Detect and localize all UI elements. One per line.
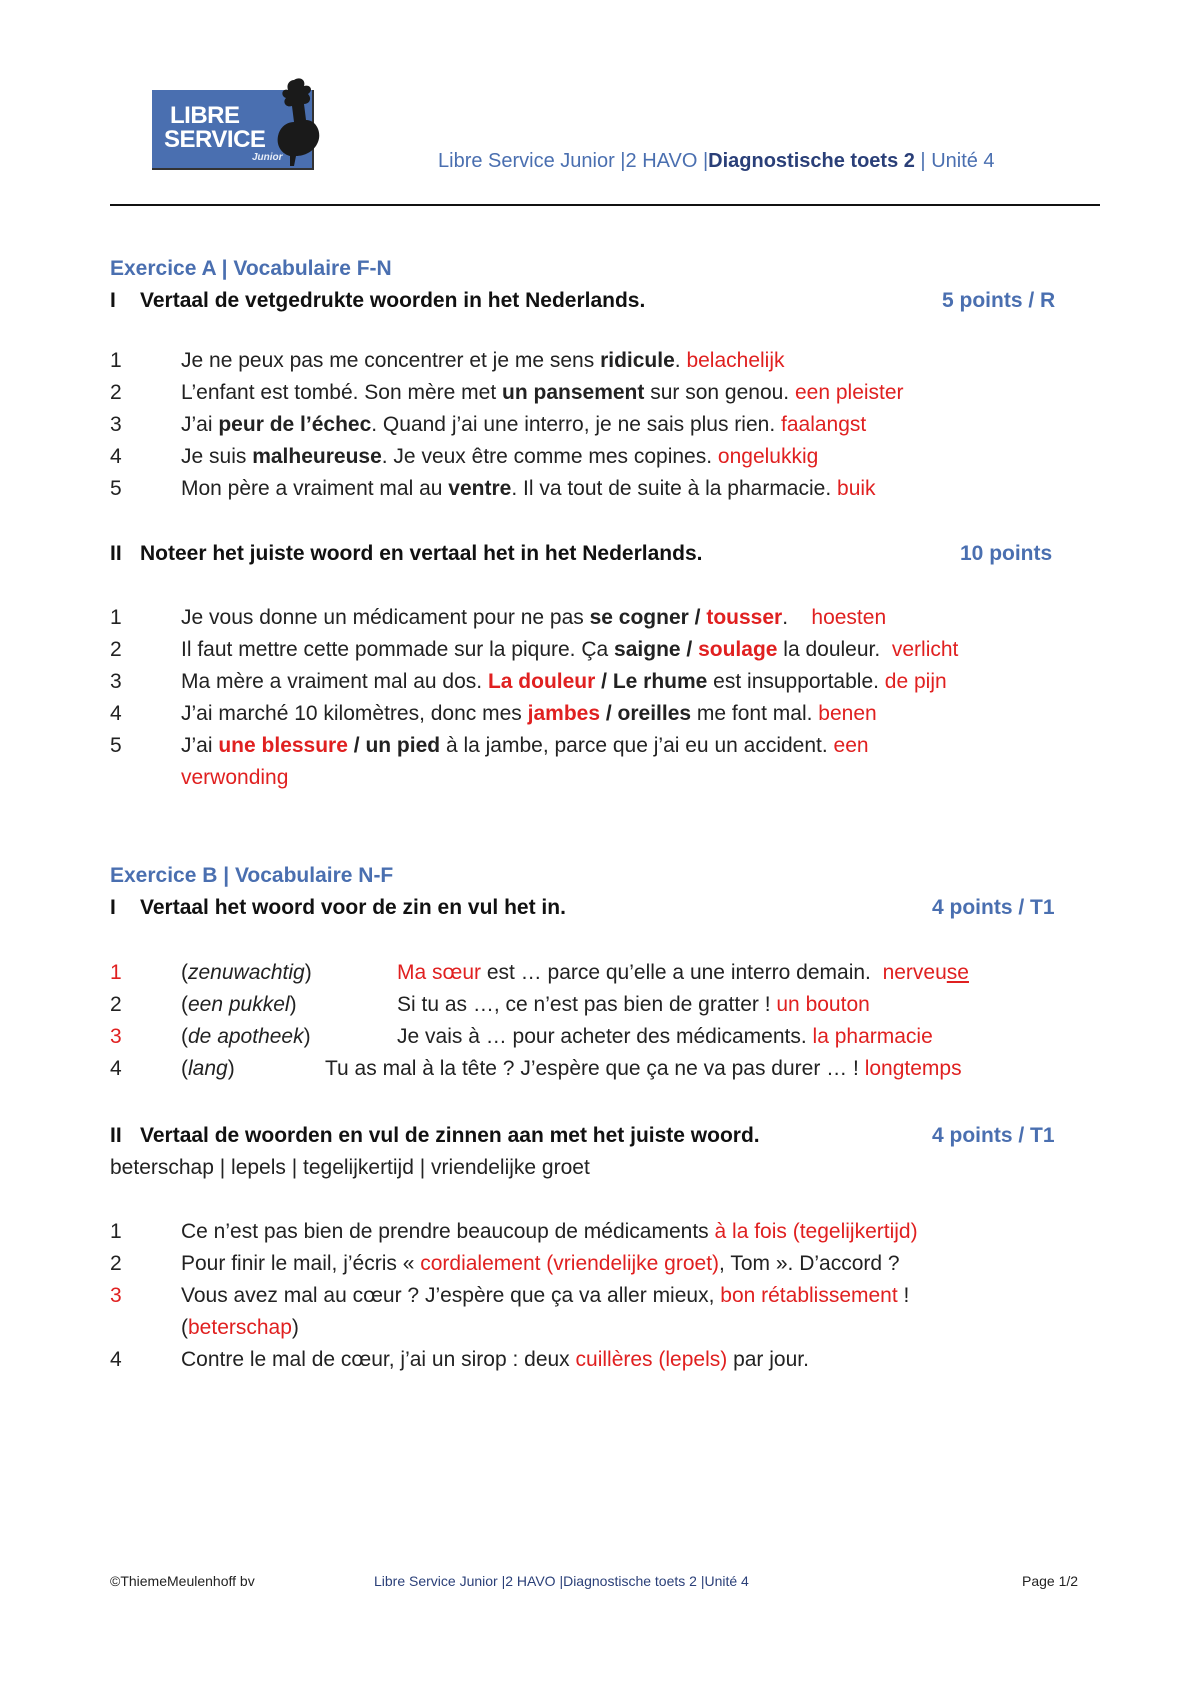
roman-numeral: II [110,542,122,565]
item-number: 2 [110,638,122,661]
item-pre: Je vous donne un médicament pour ne pas [181,606,590,629]
item-answer: bon rétablissement [720,1284,898,1307]
item-post: est insupportable. [707,670,885,693]
item-post: . Quand j’ai une interro, je ne sais plus rien. [371,413,781,436]
item-bold: un pansement [502,381,645,404]
item-text [181,445,818,469]
header-divider [110,204,1100,206]
item-answer: hoesten [811,606,887,629]
item-number: 2 [110,381,122,404]
instruction-text: Noteer het juiste woord en vertaal het in het Nederlands. [140,542,703,565]
exercise-a-title: Exercice A | Vocabulaire F-N [110,257,392,280]
item-pre: Pour finir le mail, j’écris « [181,1252,421,1275]
item-text [181,477,876,501]
item-number: 2 [110,1252,122,1275]
logo-sub: Junior [252,152,283,163]
hint-word: een pukkel [188,993,290,1016]
option-b: tousser [706,606,783,629]
item-text [181,734,869,758]
exercise-a-part1-instruction [110,289,645,313]
item-post: , Tom ». D’accord ? [719,1252,900,1275]
item-post: sur son genou. [644,381,795,404]
item-answer-continued: verwonding [181,766,289,789]
item-post: . [782,606,812,629]
paren-open: ( [181,1316,188,1339]
exercise-b-part1-points: 4 points / T1 [932,896,1055,919]
option-b: oreilles [617,702,692,725]
option-b: Le rhume [612,670,708,693]
rooster-icon [264,76,322,168]
item-number: 5 [110,477,122,500]
item-answer-translation: beterschap [188,1316,292,1339]
item-number: 3 [110,1025,122,1048]
instruction-text: Vertaal de vetgedrukte woorden in het Nederlands. [140,289,646,312]
item-answer: de pijn [884,670,947,693]
item-post: me font mal. [691,702,819,725]
item-pre: Ce n’est pas bien de prendre beaucoup de médicaments [181,1220,715,1243]
item-answer: belachelijk [686,349,785,372]
item-sentence: Si tu as …, ce n’est pas bien de gratter ! [397,993,777,1016]
word-list: beterschap | lepels | tegelijkertijd | vriendelijke groet [110,1156,590,1179]
item-answer: faalangst [781,413,867,436]
item-answer: nerveu [882,961,947,984]
item-answer: un bouton [776,993,870,1016]
item-number: 1 [110,961,122,984]
item-pre: J’ai [181,734,219,757]
item-answer: longtemps [864,1057,962,1080]
item-hint: (een pukkel) [181,993,297,1016]
item-text [397,993,870,1017]
item-post: la douleur. [777,638,892,661]
hint-word: de apotheek [188,1025,304,1048]
item-sentence: Je vais à … pour acheter des médicaments. [397,1025,813,1048]
option-b: un pied [365,734,441,757]
option-a: La douleur [487,670,596,693]
paren-close: ) [291,1316,299,1339]
item-post: . [674,349,687,372]
logo-line2: SERVICE [164,126,266,153]
item-answer: verlicht [891,638,959,661]
item-text [181,606,886,630]
option-a: se cogner [589,606,689,629]
item-post: . Il va tout de suite à la pharmacie. [511,477,838,500]
item-text [181,413,866,437]
item-hint: (lang) [181,1057,235,1080]
exercise-b-part2-instruction [110,1124,760,1148]
item-pre: J’ai [181,413,219,436]
exercise-b-part2-points: 4 points / T1 [932,1124,1055,1147]
item-text [181,638,958,662]
item-pre: Contre le mal de cœur, j’ai un sirop : deux [181,1348,576,1371]
instruction-text: Vertaal de woorden en vul de zinnen aan met het juiste woord. [140,1124,760,1147]
option-b: soulage [698,638,778,661]
item-pre: L’enfant est tombé. Son mère met [181,381,503,404]
hint-word: zenuwachtig [188,961,305,984]
hint-word: lang [188,1057,228,1080]
item-answer: ongelukkig [717,445,819,468]
item-text [397,961,969,985]
exercise-a-part2-instruction [110,542,702,566]
item-text [181,1252,900,1276]
item-number: 3 [110,1284,122,1307]
item-number: 5 [110,734,122,757]
item-bold: malheureuse [252,445,382,468]
item-answer: een [833,734,869,757]
roman-numeral: I [110,289,116,312]
option-separator: / [680,638,699,661]
option-a: jambes [527,702,601,725]
header-series: Libre Service Junior [438,150,615,172]
libre-service-logo [152,90,314,170]
item-number: 4 [110,445,122,468]
item-pre: Je suis [181,445,253,468]
item-text [181,670,947,694]
item-answer: benen [818,702,877,725]
item-subject: Ma sœur [397,961,481,984]
item-sentence: est … parce qu’elle a une interro demain. [481,961,883,984]
item-text [181,349,785,373]
item-answer: à la fois (tegelijkertijd) [714,1220,918,1243]
item-number: 1 [110,606,122,629]
option-separator: / [347,734,366,757]
item-continuation [181,766,288,790]
item-text [397,1025,933,1049]
item-text [181,1220,918,1244]
header-title: Libre Service Junior |2 HAVO |Diagnostische toets 2 | Unité 4 [438,150,995,172]
item-post: par jour. [727,1348,809,1371]
item-number: 1 [110,1220,122,1243]
item-text [181,702,877,726]
item-pre: Il faut mettre cette pommade sur la piqure. Ça [181,638,615,661]
option-a: saigne [614,638,681,661]
item-text [325,1057,962,1081]
item-sentence: Tu as mal à la tête ? J’espère que ça ne va pas durer … ! [325,1057,865,1080]
footer-copyright: ©ThiemeMeulenhoff bv [110,1573,255,1589]
option-separator: / [688,606,707,629]
item-text [181,1348,809,1372]
roman-numeral: I [110,896,116,919]
item-pre: Ma mère a vraiment mal au dos. [181,670,488,693]
item-answer: la pharmacie [812,1025,933,1048]
item-answer: cuillères (lepels) [575,1348,728,1371]
item-post: ! [897,1284,910,1307]
item-number: 1 [110,349,122,372]
option-a: une blessure [218,734,348,757]
item-pre: J’ai marché 10 kilomètres, donc mes [181,702,528,725]
item-answer: cordialement (vriendelijke groet) [420,1252,720,1275]
header-level: 2 HAVO [625,150,698,172]
item-pre: Mon père a vraiment mal au [181,477,449,500]
roman-numeral: II [110,1124,122,1147]
footer-page-number: Page 1/2 [1022,1573,1079,1589]
item-number: 2 [110,993,122,1016]
exercise-a-part2-points: 10 points [960,542,1053,565]
footer-title: Libre Service Junior |2 HAVO |Diagnostische toets 2 |Unité 4 [374,1573,749,1589]
item-hint: (de apotheek) [181,1025,311,1048]
item-bold: ridicule [600,349,675,372]
item-continuation [181,1316,299,1340]
exercise-b-part1-instruction [110,896,566,920]
item-text [181,1284,909,1308]
item-post: . Je veux être comme mes copines. [381,445,718,468]
option-separator: / [600,702,618,725]
header-test: Diagnostische toets 2 [708,150,915,172]
exercise-a-part1-points: 5 points / R [942,289,1056,312]
item-text [181,381,904,405]
header-unit: Unité 4 [931,150,995,172]
item-number: 3 [110,413,122,436]
instruction-text: Vertaal het woord voor de zin en vul het in. [140,896,566,919]
item-answer: buik [837,477,876,500]
exercise-b-title: Exercice B | Vocabulaire N-F [110,864,394,887]
item-number: 4 [110,1057,122,1080]
item-pre: Je ne peux pas me concentrer et je me sens [181,349,601,372]
item-number: 4 [110,702,122,725]
item-post: à la jambe, parce que j’ai eu un accident. [440,734,834,757]
item-answer: een pleister [794,381,904,404]
option-separator: / [595,670,613,693]
item-answer-ending: se [946,961,969,984]
item-bold: peur de l’échec [218,413,372,436]
item-number: 3 [110,670,122,693]
logo-line1: LIBRE [170,102,240,129]
item-pre: Vous avez mal au cœur ? J’espère que ça va aller mieux, [181,1284,721,1307]
item-number: 4 [110,1348,122,1371]
item-hint: (zenuwachtig) [181,961,312,984]
item-bold: ventre [448,477,512,500]
